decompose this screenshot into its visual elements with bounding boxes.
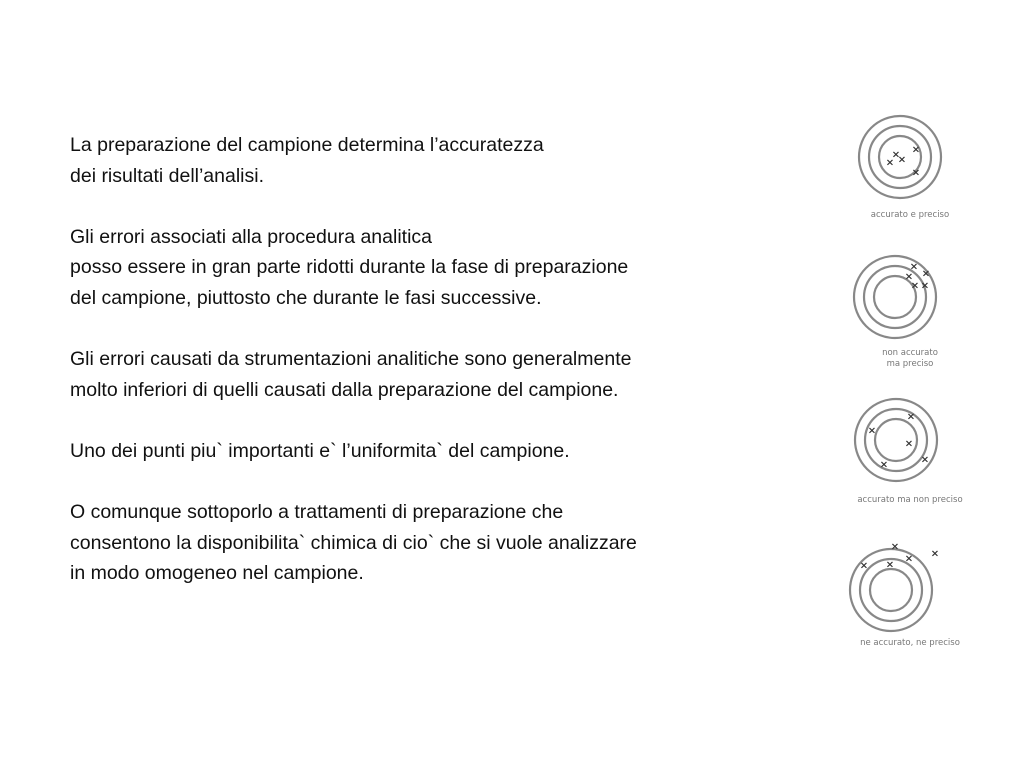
hit-mark: × [921,268,931,280]
hit-mark: × [885,157,895,169]
caption-line: accurato e preciso [870,210,950,220]
hit-mark: × [897,154,907,166]
target-caption [840,348,980,370]
hit-mark: × [906,411,916,423]
paragraph-uniformity [70,436,790,467]
text-line: dei risultati dell’analisi. [70,164,265,187]
text-line: La preparazione del campione determina l’accuratezza [70,134,544,156]
target-ring-inner [870,569,912,611]
paragraph-accuracy [70,130,790,191]
text-line: del campione, piuttosto che durante le fasi successive. [70,286,542,309]
target-diagram [840,248,980,348]
caption-line: non accurato [882,348,938,358]
hit-mark: × [890,541,900,553]
target-accurate-not-precise [840,395,980,506]
text-line: Gli errori causati da strumentazioni analitiche sono generalmente [70,348,632,371]
caption-line: ne accurato, ne preciso [860,638,960,648]
hit-mark: × [859,560,869,572]
text-line: Uno dei punti piu` importanti e` l’uniformita` del campione. [70,439,570,462]
hit-mark: × [920,454,930,466]
paragraph-errors-procedure [70,222,790,314]
hit-mark: × [920,280,930,292]
text-line: Gli errori associati alla procedura analitica [70,225,432,248]
hit-mark: × [891,149,901,161]
paragraph-errors-instruments [70,344,790,405]
hit-mark: × [867,425,877,437]
text-line: molto inferiori di quelli causati dalla preparazione del campione. [70,378,619,401]
target-caption [840,638,980,649]
target-marks [886,145,920,179]
hit-mark: × [885,559,895,571]
hit-mark: × [904,438,914,450]
hit-mark: × [910,280,920,292]
slide-body-text [70,130,790,620]
hit-mark: × [930,548,940,560]
text-line: in modo omogeneo nel campione. [70,562,364,585]
target-diagram [840,110,980,210]
paragraph-treatments [70,497,790,589]
hit-mark: × [909,261,919,273]
target-caption [840,210,980,221]
hit-mark: × [911,167,921,179]
caption-line: accurato ma non preciso [857,495,963,505]
target-ring-outer [855,399,937,481]
accuracy-precision-figure [840,100,980,670]
target-not-accurate-precise [840,248,980,370]
target-rings [855,399,937,481]
target-accurate-precise [840,110,980,221]
caption-line: ma preciso [886,359,934,369]
hit-mark: × [904,271,914,283]
target-diagram [840,538,980,638]
text-line: posso essere in gran parte ridotti durante la fase di preparazione [70,256,629,279]
text-line: O comunque sottoporlo a trattamenti di preparazione che [70,501,564,524]
target-caption [840,495,980,506]
hit-mark: × [911,144,921,156]
hit-mark: × [904,553,914,565]
target-diagram [840,395,980,495]
hit-mark: × [879,459,889,471]
target-neither [840,538,980,649]
text-line: consentono la disponibilita` chimica di cio` che si vuole analizzare [70,531,637,554]
